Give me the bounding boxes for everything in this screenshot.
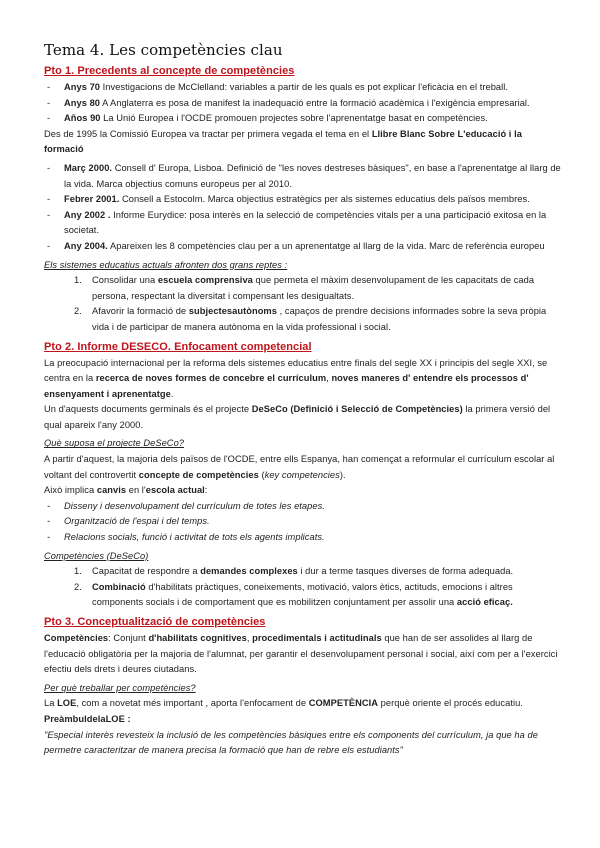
bullet-item — [44, 530, 564, 546]
list-marker: - — [47, 194, 51, 205]
bold-text: Años 90 — [64, 113, 101, 124]
text-run: la primera versió del qual apareix l'any 2000. — [44, 404, 551, 430]
bold-text: Febrer 2001. — [64, 194, 120, 205]
subheading — [44, 681, 564, 697]
text-run: La — [44, 698, 58, 709]
bold-text: noves maneres d' entendre els processos d' ensenyament i aprenentatge — [44, 373, 529, 399]
text-run: Pto 2. Informe DESECO. Enfocament competencial — [44, 340, 312, 353]
numbered-item — [44, 564, 564, 580]
quote — [44, 728, 564, 759]
section-heading — [44, 339, 564, 355]
text-run: Això implica — [44, 485, 97, 496]
text-run: d'habilitats pràctiques, coneixements, motivació, valors ètics, actituds, emocions i altres components socials i de comportament que es mobilitzen conjuntament per assolir una — [92, 581, 513, 608]
paragraph — [44, 127, 564, 158]
text-run: ( — [258, 469, 265, 480]
subheading — [44, 549, 564, 565]
text-run: ). — [339, 469, 346, 480]
text-run: , capaços de prendre decisions informades sobre la seva pròpia vida i de participar de manera autònoma en la vida professional i social. — [92, 306, 547, 332]
list-marker: 2. — [74, 581, 82, 592]
subheading — [44, 258, 564, 274]
text-run: Investigacions de McClelland: variables a partir de les quals es pot explicar l'eficàcia en el treball. — [100, 82, 508, 92]
bold-text: Any 2002 . — [64, 209, 111, 220]
paragraph — [44, 402, 564, 433]
paragraph — [44, 452, 564, 483]
list-marker: 1. — [74, 275, 82, 286]
numbered-item — [44, 304, 564, 335]
document-body — [44, 63, 564, 759]
numbered-item — [44, 273, 564, 304]
subheading — [44, 436, 564, 452]
bold-text: Anys 80 — [64, 97, 101, 108]
bold-text: concepte de competències — [138, 469, 259, 480]
bold-text: demandes complexes — [200, 566, 298, 577]
italic-text: key competencies — [264, 469, 340, 480]
bullet-item — [44, 499, 564, 515]
bullet-item — [44, 192, 564, 208]
text-run: Per què treballar per competències? — [44, 682, 196, 693]
bold-text: procedimentals i actitudinals — [252, 633, 382, 643]
bullet-item — [44, 96, 564, 112]
text-run: : Conjunt — [108, 633, 149, 643]
bullet-item — [44, 514, 564, 530]
bold-text: Competències — [44, 633, 109, 643]
text-run: Apareixen les 8 competències clau per a un aprenentatge al llarg de la vida. Marc de referència europeu — [107, 240, 545, 251]
text-run: Informe Eurydice: posa interès en la selecció de competències vitals per a una participació exitosa en la societat. — [64, 209, 547, 236]
text-run: Organització de l'espai i del temps. — [64, 516, 210, 527]
bullet-item — [44, 239, 564, 255]
text-run: A Anglaterra es posa de manifest la inadequació entre la formació acadèmica i l'exigència empresarial. — [100, 97, 530, 108]
text-run: Consolidar una — [92, 275, 158, 286]
list-marker: - — [47, 500, 51, 511]
bold-text: LOE — [57, 698, 77, 709]
text-run: que permeta el màxim desenvolupament de les capacitats de cada persona, respectant la diversitat i compensant les desigualtats. — [92, 275, 535, 301]
text-run: La Unió Europea i l'OCDE promouen projectes sobre l'aprenentatge basat en competències. — [100, 113, 488, 124]
bullet-item — [44, 161, 564, 192]
list-marker: - — [47, 532, 51, 543]
text-run: Què suposa el projecte DeSeCo? — [44, 438, 185, 449]
text-run: Un d'aquests documents germinals és el projecte — [44, 404, 252, 415]
bold-text: canvis — [96, 485, 127, 496]
bold-text: escola actual — [145, 485, 205, 496]
text-run: La preocupació internacional per la reforma dels sistemes educatius entre finals del segle XX i principis del segle XXI, se centra en la — [44, 357, 548, 384]
text-run: , — [326, 373, 332, 384]
list-marker: 2. — [74, 306, 82, 317]
bullet-item — [44, 111, 564, 127]
list-marker: - — [47, 240, 51, 251]
bold-text: DeSeCo (Definició i Selecció de Competències) — [251, 404, 463, 415]
text-run: Disseny i desenvolupament del currículum de totes les etapes. — [64, 500, 325, 511]
section-heading — [44, 63, 564, 79]
text-run: i dur a terme tasques diverses de forma adequada. — [297, 566, 514, 577]
document-page — [44, 40, 564, 759]
numbered-item — [44, 580, 564, 611]
text-run: Des de 1995 la Comissió Europea va tractar per primera vegada el tema en el — [44, 128, 372, 139]
bold-text: Març 2000. — [64, 162, 113, 173]
text-run: en l' — [126, 485, 146, 496]
paragraph — [44, 631, 564, 678]
list-marker: - — [47, 209, 51, 220]
text-run: A partir d'aquest, la majoria dels països de l'OCDE, entre ells Espanya, han començat a reformular el currículum escolar al voltant del controvertit — [44, 454, 555, 480]
section-heading — [44, 614, 564, 630]
list-marker: - — [47, 162, 51, 173]
paragraph — [44, 483, 564, 499]
document-title: Tema 4. Les competències clau — [44, 41, 283, 59]
list-marker: - — [47, 82, 51, 92]
bold-text: escuela comprensiva — [157, 275, 253, 286]
text-run: , com a novetat més important , aporta l'enfocament de — [76, 698, 309, 709]
bullet-item — [44, 208, 564, 239]
text-run: Relacions socials, funció i activitat de tots els agents implicats. — [64, 532, 325, 543]
bold-text: PreàmbuldelaLOE : — [44, 713, 131, 724]
paragraph — [44, 712, 564, 728]
text-run: Consell a Estocolm. Marca objectius estratègics per als sistemes educatius dels països membres. — [119, 194, 530, 205]
bold-text: acció eficaç. — [456, 597, 513, 608]
text-run: . — [170, 388, 174, 399]
text-run: Consell d' Europa, Lisboa. Definició de "les noves destreses bàsiques", en base a l'aprenentatge al llarg de la vida. Marca objectius comuns europeus per al 2010. — [64, 162, 561, 189]
bold-text: Combinació — [92, 581, 146, 592]
bold-text: recerca de noves formes de concebre el currículum — [95, 373, 327, 384]
text-run: Afavorir la formació de — [92, 306, 189, 317]
text-run: "Especial interès revesteix la inclusió de les competències bàsiques entre els components del currículum, ja que ha de permetre caracteritzar de manera precisa la formació que han de rebre els estudiants" — [44, 729, 538, 756]
bold-text: Anys 70 — [64, 82, 101, 92]
paragraph — [44, 356, 564, 403]
text-run: : — [204, 485, 208, 496]
text-run: perquè oriente el procés educatiu. — [378, 698, 523, 709]
bullet-item — [44, 80, 564, 96]
bold-text: Any 2004. — [64, 240, 108, 251]
text-run: , — [246, 633, 253, 643]
paragraph — [44, 696, 564, 712]
list-marker: - — [47, 113, 51, 124]
bold-text: Llibre Blanc Sobre L'educació i la formació — [44, 128, 522, 155]
list-marker: 1. — [74, 566, 82, 577]
bold-text: COMPETÈNCIA — [308, 698, 379, 709]
text-run: Capacitat de respondre a — [92, 566, 201, 577]
text-run: Pto 3. Conceptualització de competències — [44, 616, 266, 628]
list-marker: - — [47, 516, 51, 527]
list-marker: - — [47, 97, 51, 108]
text-run: Els sistemes educatius actuals afronten dos grans reptes : — [44, 259, 288, 270]
bold-text: subjectesautònoms — [188, 306, 277, 317]
text-run: que han de ser assolides al llarg de l'educació obligatòria per la majoria de l'alumnat, per garantir el desenvolupament personal i social, així com per a l'exercici efectiu dels drets i deures ciutadans. — [44, 633, 558, 675]
text-run: Competències (DeSeCo) — [44, 550, 149, 561]
bold-text: d'habilitats cognitives — [148, 633, 247, 643]
text-run: Pto 1. Precedents al concepte de competències — [44, 65, 295, 77]
